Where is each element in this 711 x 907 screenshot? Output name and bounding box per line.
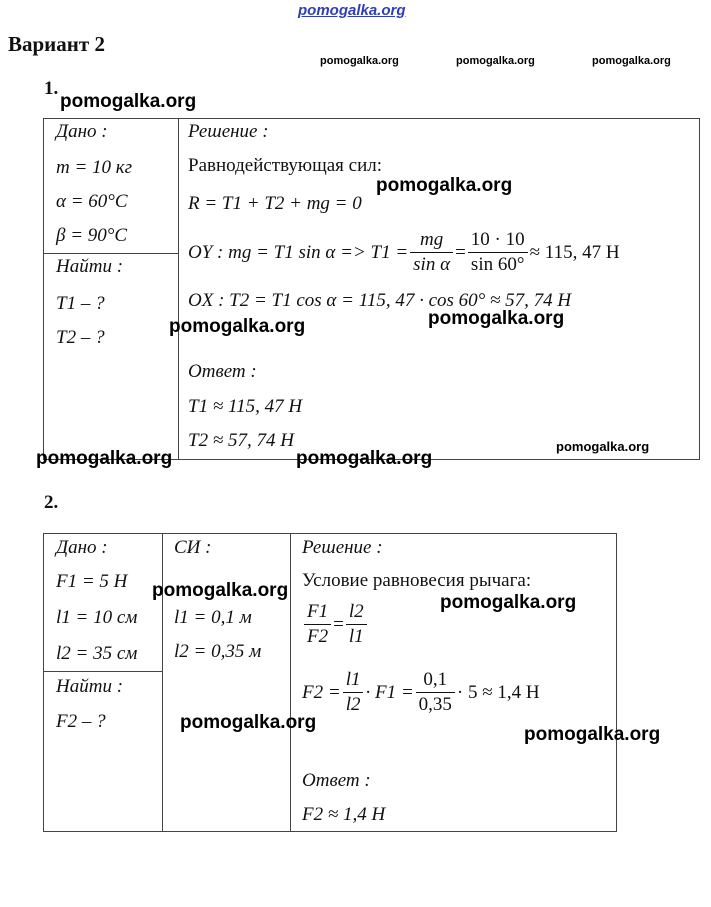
given-alpha: α = 60°C — [56, 191, 128, 212]
fraction-denominator: F2 — [307, 626, 329, 647]
fraction — [416, 668, 455, 717]
watermark: pomogalka.org — [296, 448, 433, 469]
equation-oy: OY : mg = T1 sin α => T1 = $\frac{mg}{\text{sin α}}$ = $\frac{10 \cdot 10}{\sin 60^\circ}$ ≈ 115, 47 Н — [188, 229, 620, 275]
find-f2: F2 – ? — [56, 711, 106, 732]
calc-middle: · F1 = — [365, 681, 414, 703]
table2-border-top — [43, 533, 617, 534]
table1-border-right — [699, 118, 700, 460]
watermark: pomogalka.org — [180, 712, 317, 733]
fraction — [343, 668, 364, 717]
watermark: pomogalka.org — [440, 592, 577, 613]
watermark: pomogalka.org — [320, 55, 399, 67]
table2-border-bottom — [43, 831, 617, 832]
solution-label: Решение : — [188, 121, 269, 142]
problem-1-number: 1. — [44, 78, 59, 99]
find-label: Найти : — [56, 256, 124, 277]
table2-given-divider — [43, 671, 163, 672]
fraction — [410, 228, 453, 277]
table1-border-left — [43, 118, 44, 460]
answer-label: Ответ : — [188, 361, 257, 382]
answer-label: Ответ : — [302, 770, 371, 791]
table2-border-left — [43, 533, 44, 832]
given-f1: F1 = 5 Н — [56, 571, 128, 592]
equation-ox: OX : T2 = T1 cos α = 115, 47 · cos 60° ≈ 57, 74 Н — [188, 290, 572, 311]
table2-border-right — [616, 533, 617, 832]
equation-vector: R = T1 + T2 + mg = 0 — [188, 193, 362, 214]
given-mass: m = 10 кг — [56, 157, 133, 178]
calc-result: · 5 ≈ 1,4 Н — [456, 681, 540, 703]
answer-f2: F2 ≈ 1,4 Н — [302, 804, 386, 825]
si-label: СИ : — [174, 537, 212, 558]
fraction — [304, 600, 331, 649]
watermark: pomogalka.org — [456, 55, 535, 67]
condition-text: Условие равновесия рычага: — [302, 570, 532, 591]
given-label: Дано : — [56, 121, 108, 142]
table1-border-top — [43, 118, 700, 119]
eq-oy-result: ≈ 115, 47 Н — [529, 241, 620, 263]
fraction-numerator: 10 · 10 — [468, 228, 528, 253]
si-l2: l2 = 0,35 м — [174, 641, 262, 662]
watermark: pomogalka.org — [376, 175, 513, 196]
fraction-denominator: 0,35 — [418, 694, 452, 715]
solution-label: Решение : — [302, 537, 383, 558]
watermark: pomogalka.org — [169, 316, 306, 337]
answer-t1: T1 ≈ 115, 47 Н — [188, 396, 303, 417]
calculation — [302, 668, 540, 717]
fraction — [346, 600, 367, 649]
eq-oy-prefix: OY : mg = T1 sin α => T1 = — [188, 241, 409, 263]
watermark: pomogalka.org — [36, 448, 173, 469]
fraction-denominator: l1 — [348, 626, 364, 647]
answer-t2: T2 ≈ 57, 74 Н — [188, 430, 294, 451]
si-l1: l1 = 0,1 м — [174, 607, 252, 628]
table1-given-divider — [43, 253, 179, 254]
fraction-denominator: sin α — [413, 254, 451, 275]
fraction-numerator: 0,1 — [416, 668, 455, 693]
fraction-numerator: mg — [410, 228, 453, 253]
fraction-numerator: l1 — [343, 668, 364, 693]
find-t2: T2 – ? — [56, 327, 105, 348]
watermark: pomogalka.org — [592, 55, 671, 67]
watermark: pomogalka.org — [60, 91, 197, 112]
watermark: pomogalka.org — [556, 439, 650, 454]
given-label: Дано : — [56, 537, 108, 558]
fraction-numerator: l2 — [346, 600, 367, 625]
watermark: pomogalka.org — [428, 308, 565, 329]
watermark-top[interactable]: pomogalka.org — [298, 2, 406, 19]
watermark: pomogalka.org — [524, 724, 661, 745]
table1-divider — [178, 118, 179, 460]
table2-divider-si — [162, 533, 163, 832]
given-beta: β = 90°C — [56, 225, 128, 246]
table2-divider-solution — [290, 533, 291, 832]
fraction-denominator: l2 — [345, 694, 361, 715]
given-l2: l2 = 35 см — [56, 643, 138, 664]
page-title: Вариант 2 — [8, 32, 105, 56]
fraction — [468, 228, 528, 277]
watermark: pomogalka.org — [152, 580, 289, 601]
given-l1: l1 = 10 см — [56, 607, 138, 628]
find-label: Найти : — [56, 676, 124, 697]
equilibrium-ratio: $\frac{F1}{F2}$ = $\frac{l2}{l1}$ — [302, 600, 369, 649]
fraction-denominator: sin 60° — [470, 254, 525, 275]
fraction-numerator: F1 — [304, 600, 331, 625]
find-t1: T1 – ? — [56, 293, 105, 314]
resultant-text: Равнодействующая сил: — [188, 155, 383, 176]
problem-2-number: 2. — [44, 492, 59, 513]
calc-prefix: F2 = — [302, 681, 341, 703]
